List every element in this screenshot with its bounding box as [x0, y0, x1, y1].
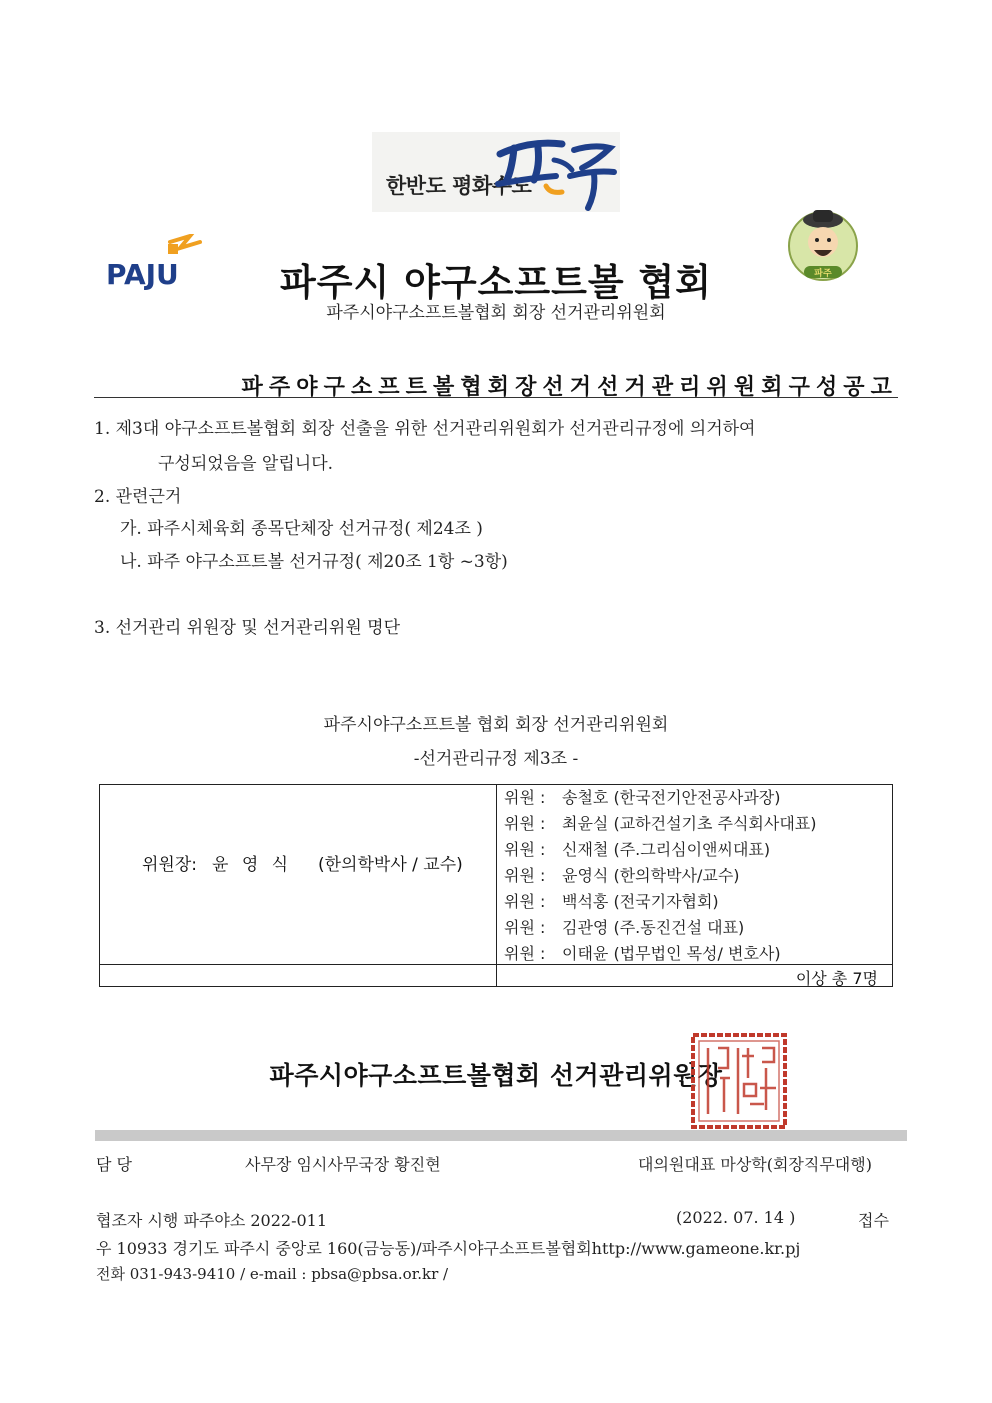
notice-item-2a: 가. 파주시체육회 종목단체장 선거규정( 제24조 ) [120, 519, 483, 539]
footer-divider-bar [95, 1130, 907, 1141]
org-subtitle: 파주시야구소프트볼협회 회장 선거관리위원회 [326, 303, 666, 323]
member-role: 위원 : [504, 866, 546, 885]
member-role: 위원 : [504, 788, 546, 807]
member-role: 위원 : [504, 840, 546, 859]
member-role: 위원 : [504, 892, 546, 911]
member-role: 위원 : [504, 918, 546, 937]
svg-text:파주: 파주 [814, 269, 832, 279]
banner-slogan: 한반도 평화수도 [386, 174, 532, 198]
chair-name: 윤 영 식 [212, 855, 293, 875]
member-row [504, 785, 781, 808]
notice-title: 파주야구소프트볼협회장선거선거관리위원회구성공고 [241, 374, 898, 400]
table-row-divider [99, 964, 893, 965]
contact-line: 전화 031-943-9410 / e-mail : pbsa@pbsa.or.kr / [96, 1265, 449, 1283]
committee-title: 파주시야구소프트볼 협회 회장 선거관리위원회 [323, 715, 669, 735]
charge-label: 담 당 [96, 1155, 132, 1174]
member-row [504, 837, 770, 860]
member-name: 백석홍 (전국기자협회) [562, 892, 719, 911]
member-name: 김관영 (주.동진건설 대표) [562, 918, 745, 937]
title-underline [94, 397, 898, 398]
member-name: 최윤실 (교하건설기초 주식회사대표) [562, 814, 817, 833]
chair-description: (한의학박사 / 교수) [318, 855, 463, 875]
member-row [504, 863, 740, 886]
official-seal-icon [690, 1032, 788, 1130]
notice-item-3: 3. 선거관리 위원장 및 선거관리위원 명단 [94, 618, 400, 638]
member-total: 이상 총 7명 [795, 969, 878, 988]
member-role: 위원 : [504, 944, 546, 963]
member-row [504, 811, 817, 834]
notice-item-1: 1. 제3대 야구소프트볼협회 회장 선출을 위한 선거관리위원회가 선거관리규정에 의거하여 [94, 419, 756, 439]
committee-subtitle: -선거관리규정 제3조 - [413, 749, 579, 769]
chair-label: 위원장: [142, 855, 197, 875]
notice-item-1-cont: 구성되었음을 알립니다. [158, 454, 334, 474]
receipt-label: 접수 [858, 1211, 889, 1230]
member-name: 신재철 (주.그리심이앤씨대표) [562, 840, 771, 859]
cooperator-line: 협조자 시행 파주야소 2022-011 [96, 1211, 328, 1230]
address-line: 우 10933 경기도 파주시 중앙로 160(금능동)/파주시야구소프트볼협회http://www.gameone.kr.pj [96, 1239, 801, 1258]
document-date: (2022. 07. 14 ) [676, 1208, 796, 1227]
member-row [504, 915, 744, 938]
member-name: 송철호 (한국전기안전공사과장) [562, 788, 781, 807]
representative: 대의원대표 마상학(회장직무대행) [638, 1155, 872, 1174]
member-row [504, 889, 719, 912]
table-column-divider [496, 784, 497, 987]
svg-text:PAJU: PAJU [106, 258, 179, 291]
notice-item-2: 2. 관련근거 [94, 487, 182, 507]
member-role: 위원 : [504, 814, 546, 833]
paju-calligraphy-logo [490, 130, 620, 212]
signature-line: 파주시야구소프트볼협회 선거관리위원장 [269, 1061, 723, 1090]
member-name: 윤영식 (한의학박사/교수) [562, 866, 740, 885]
org-title: 파주시 야구소프트볼 협회 [280, 260, 712, 304]
notice-item-2b: 나. 파주 야구소프트볼 선거규정( 제20조 1항 ~3항) [120, 552, 508, 572]
charge-person: 사무장 임시사무국장 황진현 [245, 1155, 441, 1174]
member-row [504, 941, 781, 964]
member-name: 이태윤 (법무법인 목성/ 변호사) [562, 944, 781, 963]
